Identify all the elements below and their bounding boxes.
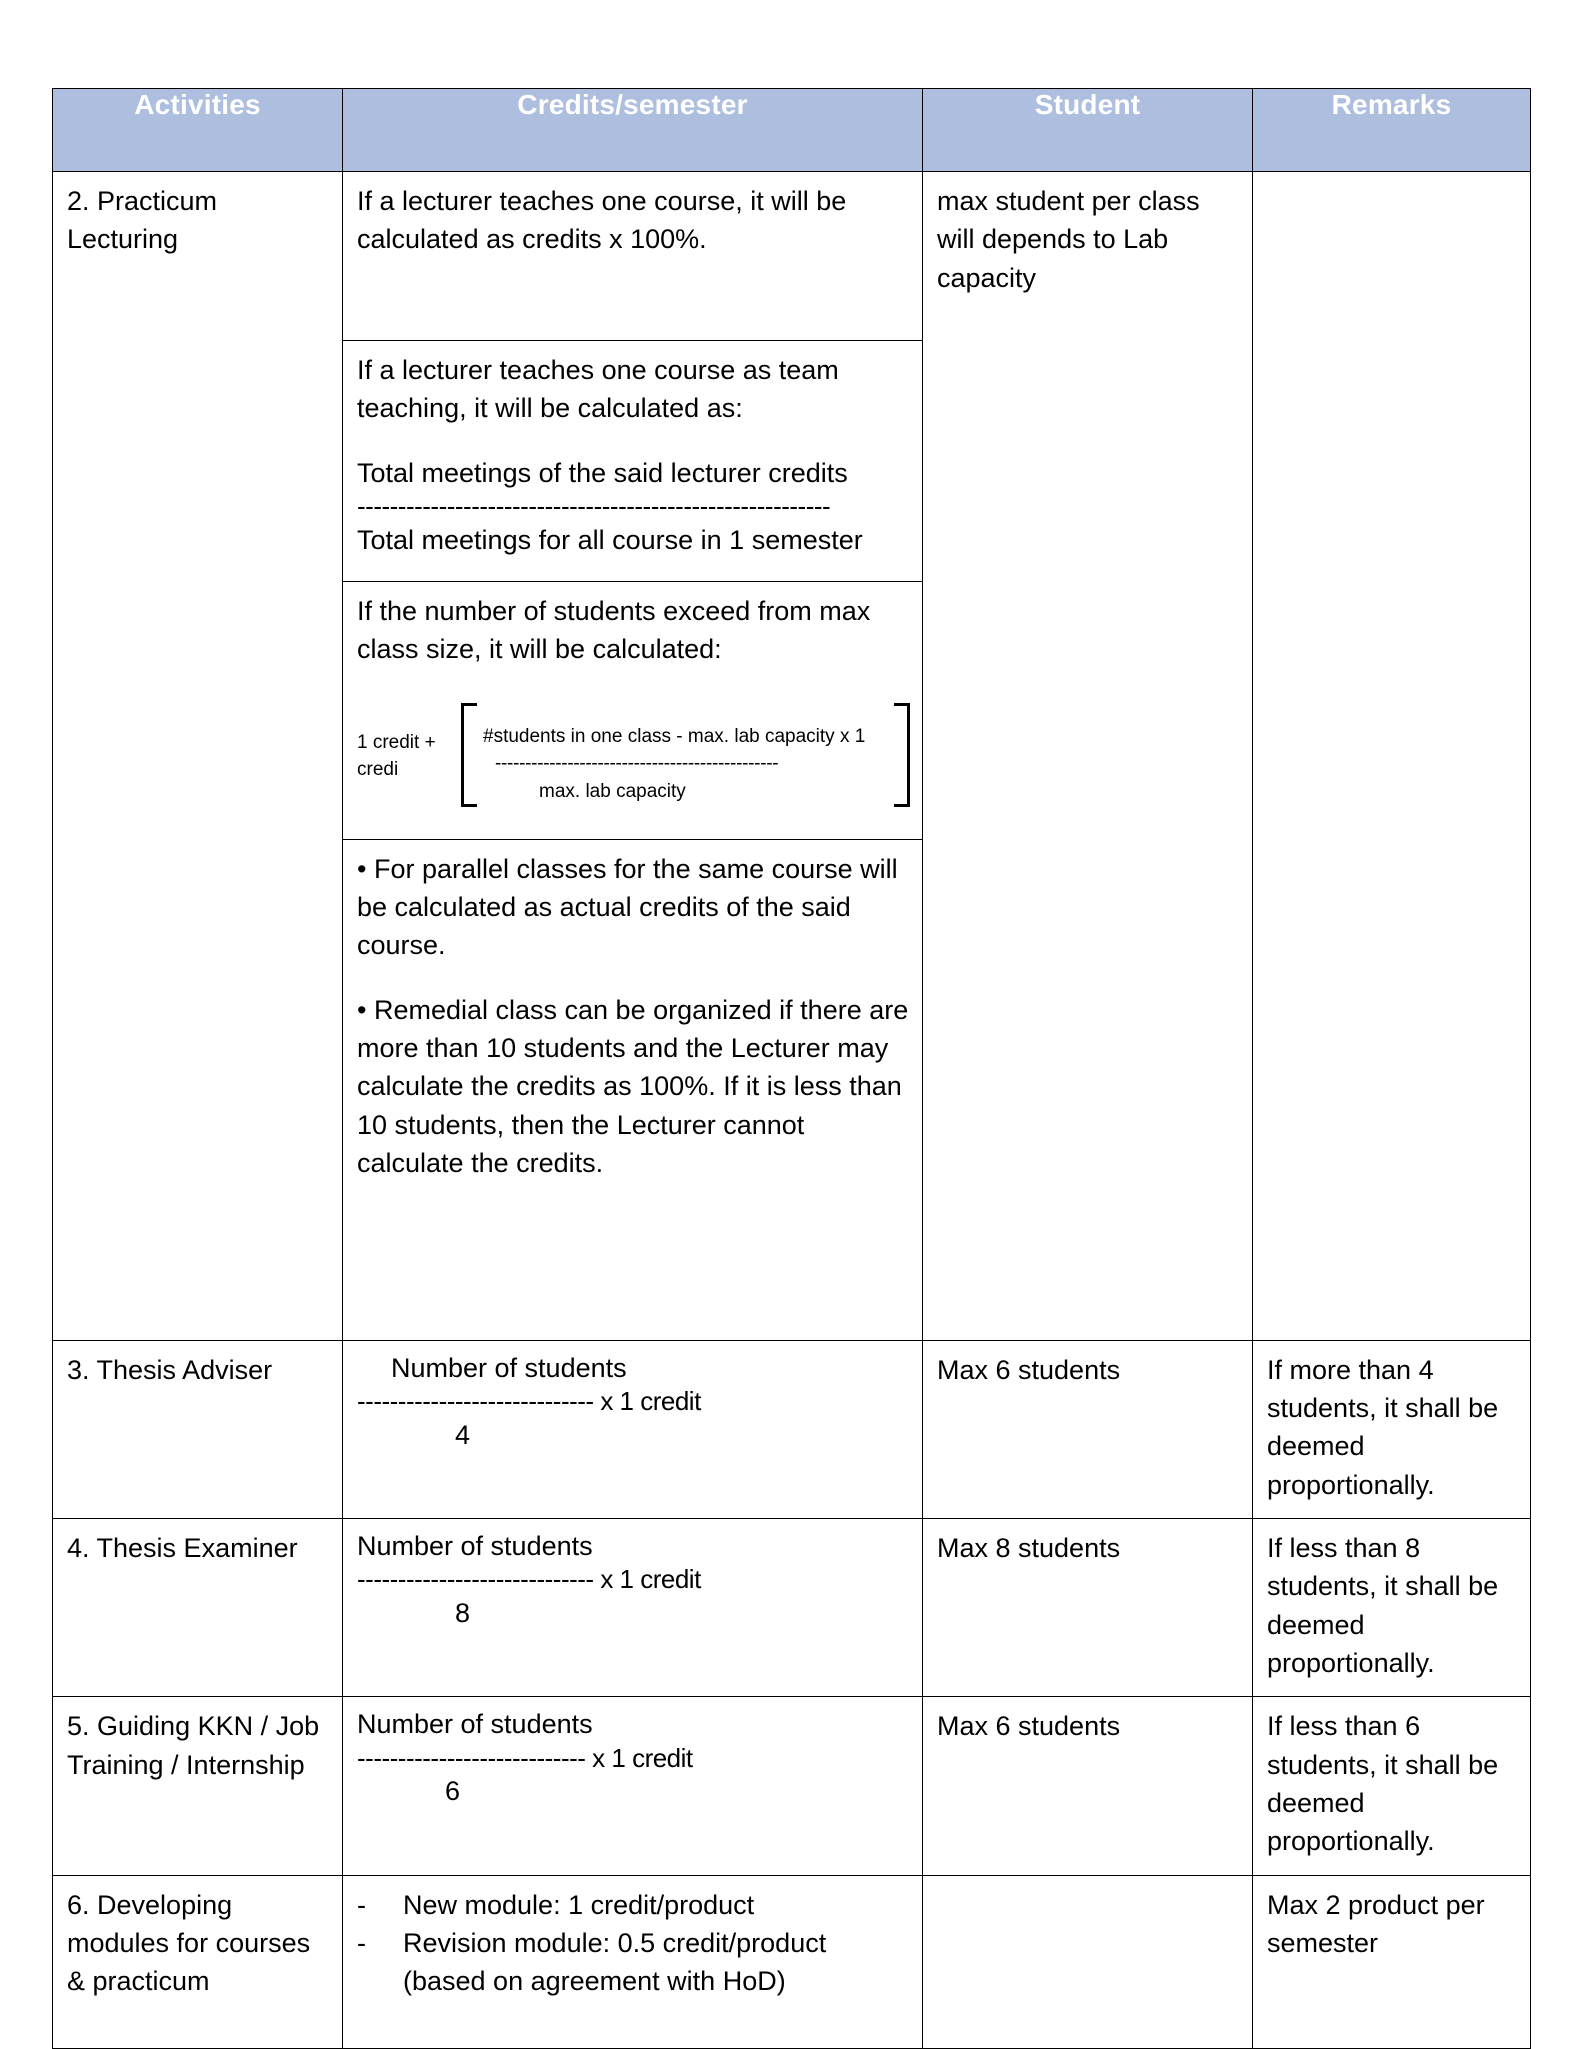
- formula-numerator: #students in one class - max. lab capacity x 1: [483, 725, 866, 747]
- activity-label: 4. Thesis Examiner: [67, 1532, 298, 1563]
- cell-credits-thesis-adviser: [343, 1340, 923, 1518]
- fraction-multiplier: x 1 credit: [593, 1385, 701, 1416]
- fraction-denominator: 4: [455, 1419, 471, 1450]
- cell-activity-thesis-adviser: [53, 1340, 343, 1518]
- right-bracket-icon: [894, 703, 910, 807]
- module-credits-note: (based on agreement with HoD): [403, 1966, 786, 1997]
- cell-credits-practicum: [343, 172, 923, 1341]
- table-body: [53, 172, 1531, 2049]
- fraction-denominator: 8: [455, 1597, 471, 1628]
- column-header-student: Student: [923, 89, 1253, 172]
- cell-credits-guiding-kkn: [343, 1697, 923, 1875]
- fraction-numerator: Total meetings of the said lecturer credits: [357, 457, 848, 488]
- activity-label: 6. Developing modules for courses & practicum: [67, 1889, 311, 1997]
- list-item-label: New module: 1 credit/product: [403, 1889, 755, 1920]
- cell-remarks-thesis-examiner: [1253, 1518, 1531, 1696]
- cell-student-guiding-kkn: [923, 1697, 1253, 1875]
- remarks-text: Max 2 product per semester: [1267, 1889, 1485, 1958]
- fraction-rule: -----------------------------: [357, 1564, 594, 1595]
- list-item-label: Revision module: 0.5 credit/product: [403, 1927, 827, 1958]
- bullet-parallel-classes: • For parallel classes for the same course will be calculated as actual credits of the said course.: [357, 853, 898, 961]
- column-header-remarks: Remarks: [1253, 89, 1531, 172]
- activity-label: 3. Thesis Adviser: [67, 1354, 273, 1385]
- fraction-numerator: Number of students: [357, 1530, 593, 1561]
- credits-block-simple: [343, 172, 922, 341]
- credits-block-bullets: [343, 839, 922, 1340]
- module-credits-list: [357, 1886, 910, 1963]
- activity-label: 5. Guiding KKN / Job Training / Internship: [67, 1711, 320, 1780]
- student-text: Max 6 students: [937, 1354, 1121, 1385]
- cell-activity-thesis-examiner: [53, 1518, 343, 1696]
- cell-credits-thesis-examiner: [343, 1518, 923, 1696]
- credits-block-exceed-max: [343, 582, 922, 840]
- student-text: [923, 1876, 1252, 1900]
- column-header-credits: Credits/semester: [343, 89, 923, 172]
- table-row: [53, 1340, 1531, 1518]
- table-header-row: [53, 89, 1531, 172]
- student-text: Max 6 students: [937, 1711, 1121, 1742]
- list-item: [357, 1886, 910, 1924]
- cell-student-practicum: [923, 172, 1253, 1341]
- fraction-rule: ----------------------------------------------------------: [357, 490, 831, 521]
- remarks-text: If less than 8 students, it shall be deemed proportionally.: [1267, 1532, 1499, 1678]
- credits-text-simple: If a lecturer teaches one course, it will be calculated as credits x 100%.: [357, 186, 847, 255]
- cell-student-thesis-examiner: [923, 1518, 1253, 1696]
- left-bracket-icon: [461, 703, 477, 807]
- remarks-text: [1253, 172, 1530, 196]
- table-row: [53, 172, 1531, 1341]
- cell-remarks-guiding-kkn: [1253, 1697, 1531, 1875]
- fraction-numerator: Number of students: [357, 1709, 593, 1740]
- table-row: [53, 1518, 1531, 1696]
- formula-denominator: max. lab capacity: [539, 780, 686, 802]
- credits-fraction: [357, 1527, 910, 1632]
- table-header: [53, 89, 1531, 172]
- student-text: Max 8 students: [937, 1532, 1121, 1563]
- cell-student-developing-modules: [923, 1875, 1253, 2048]
- cell-student-thesis-adviser: [923, 1340, 1253, 1518]
- cell-remarks-practicum: [1253, 172, 1531, 1341]
- cell-remarks-developing-modules: [1253, 1875, 1531, 2048]
- cell-activity-developing-modules: [53, 1875, 343, 2048]
- formula-rule: -----------------------------------------------: [495, 753, 779, 775]
- dash-marker: -: [357, 1889, 366, 1920]
- cell-remarks-thesis-adviser: [1253, 1340, 1531, 1518]
- cell-activity-practicum: [53, 172, 343, 1341]
- fraction-rule: -----------------------------: [357, 1385, 594, 1416]
- bullet-remedial-class: • Remedial class can be organized if there are more than 10 students and the Lecturer may calculate the credits as 100%. If it is less than 10 students, then the Lecturer cannot calculate the credits.: [357, 994, 909, 1178]
- cell-credits-developing-modules: [343, 1875, 923, 2048]
- remarks-text: If less than 6 students, it shall be deemed proportionally.: [1267, 1711, 1499, 1857]
- column-header-activities: Activities: [53, 89, 343, 172]
- cell-activity-guiding-kkn: [53, 1697, 343, 1875]
- credits-fraction: [357, 1705, 910, 1810]
- remarks-text: If more than 4 students, it shall be deemed proportionally.: [1267, 1354, 1499, 1500]
- fraction-denominator: 6: [445, 1776, 461, 1807]
- student-text: max student per class will depends to Lab capacity: [937, 186, 1200, 293]
- credits-table: [52, 88, 1531, 2049]
- bracket-formula: [357, 703, 910, 807]
- table-row: [53, 1697, 1531, 1875]
- fraction-denominator: Total meetings for all course in 1 semester: [357, 524, 863, 555]
- team-teaching-fraction: [357, 454, 910, 559]
- formula-lead: 1 credit + credi: [357, 731, 436, 781]
- fraction-rule: ----------------------------: [357, 1742, 586, 1773]
- fraction-multiplier: x 1 credit: [585, 1742, 693, 1773]
- credits-subtable: [343, 172, 922, 1340]
- list-item: [357, 1924, 910, 1962]
- dash-marker: -: [357, 1927, 366, 1958]
- fraction-numerator: Number of students: [391, 1352, 627, 1383]
- table-row: [53, 1875, 1531, 2048]
- credits-block-team-teaching: [343, 341, 922, 582]
- team-teaching-intro: If a lecturer teaches one course as team teaching, it will be calculated as:: [357, 355, 839, 424]
- credits-fraction: [357, 1349, 910, 1454]
- activity-label: 2. Practicum Lecturing: [67, 186, 218, 255]
- exceed-max-intro: If the number of students exceed from max class size, it will be calculated:: [357, 596, 871, 665]
- fraction-multiplier: x 1 credit: [593, 1564, 701, 1595]
